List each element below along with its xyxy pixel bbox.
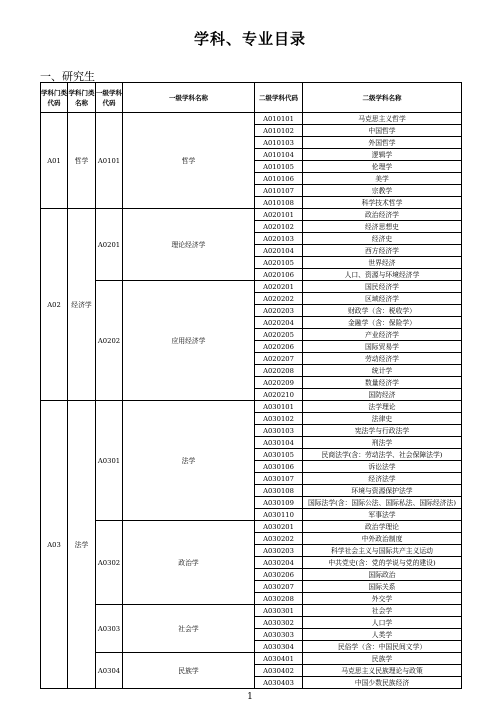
second-level-code-cell: A020105	[255, 257, 303, 269]
first-level-code-cell: A0304	[96, 653, 123, 689]
second-level-code-cell: A030207	[255, 581, 303, 593]
second-level-code-cell: A010101	[255, 113, 303, 125]
second-level-name-cell: 民商法学(含：劳动法学、社会保障法学)	[303, 449, 462, 461]
table-header-row	[41, 83, 462, 113]
second-level-name-cell: 科学社会主义与国际共产主义运动	[303, 545, 462, 557]
second-level-code-cell: A020101	[255, 209, 303, 221]
second-level-name-cell: 经济思想史	[303, 221, 462, 233]
second-level-code-cell: A030103	[255, 425, 303, 437]
header-first-name: 一级学科名称	[123, 83, 255, 113]
second-level-code-cell: A020104	[255, 245, 303, 257]
second-level-name-cell: 诉讼法学	[303, 461, 462, 473]
second-level-name-cell: 中国少数民族经济	[303, 677, 462, 689]
second-level-code-cell: A030102	[255, 413, 303, 425]
second-level-code-cell: A020205	[255, 329, 303, 341]
second-level-code-cell: A030206	[255, 569, 303, 581]
second-level-name-cell: 中国哲学	[303, 125, 462, 137]
second-level-code-cell: A030302	[255, 617, 303, 629]
second-level-name-cell: 人类学	[303, 629, 462, 641]
second-level-code-cell: A030403	[255, 677, 303, 689]
first-level-name-cell: 哲学	[123, 113, 255, 209]
category-code-cell: A01	[41, 113, 68, 209]
first-level-name-cell: 法学	[123, 401, 255, 521]
second-level-code-cell: A030301	[255, 605, 303, 617]
table-row	[41, 521, 462, 533]
second-level-name-cell: 世界经济	[303, 257, 462, 269]
second-level-name-cell: 中共党史(含：党的学说与党的建设)	[303, 557, 462, 569]
header-second-code: 二级学科代码	[255, 83, 303, 113]
second-level-name-cell: 人口学	[303, 617, 462, 629]
second-level-name-cell: 人口、资源与环境经济学	[303, 269, 462, 281]
second-level-code-cell: A030108	[255, 485, 303, 497]
second-level-code-cell: A020206	[255, 341, 303, 353]
second-level-code-cell: A030208	[255, 593, 303, 605]
second-level-name-cell: 外国哲学	[303, 137, 462, 149]
second-level-name-cell: 美学	[303, 173, 462, 185]
second-level-name-cell: 民族学	[303, 653, 462, 665]
second-level-code-cell: A010107	[255, 185, 303, 197]
second-level-code-cell: A030105	[255, 449, 303, 461]
second-level-name-cell: 宗教学	[303, 185, 462, 197]
second-level-code-cell: A020102	[255, 221, 303, 233]
second-level-name-cell: 国际政治	[303, 569, 462, 581]
second-level-code-cell: A020103	[255, 233, 303, 245]
second-level-code-cell: A030104	[255, 437, 303, 449]
first-level-name-cell: 民族学	[123, 653, 255, 689]
second-level-code-cell: A030202	[255, 533, 303, 545]
first-level-code-cell: A0301	[96, 401, 123, 521]
first-level-code-cell: A0303	[96, 605, 123, 653]
second-level-name-cell: 社会学	[303, 605, 462, 617]
second-level-code-cell: A010106	[255, 173, 303, 185]
second-level-name-cell: 逻辑学	[303, 149, 462, 161]
second-level-name-cell: 军事法学	[303, 509, 462, 521]
second-level-name-cell: 产业经济学	[303, 329, 462, 341]
table-row	[41, 401, 462, 413]
first-level-name-cell: 政治学	[123, 521, 255, 605]
second-level-name-cell: 金融学（含：保险学）	[303, 317, 462, 329]
second-level-name-cell: 国际关系	[303, 581, 462, 593]
second-level-code-cell: A030204	[255, 557, 303, 569]
category-code-cell: A02	[41, 209, 68, 401]
first-level-name-cell: 理论经济学	[123, 209, 255, 281]
second-level-code-cell: A010103	[255, 137, 303, 149]
second-level-name-cell: 法学理论	[303, 401, 462, 413]
second-level-name-cell: 民俗学（含：中国民间文学）	[303, 641, 462, 653]
second-level-name-cell: 国防经济	[303, 389, 462, 401]
second-level-name-cell: 经济法学	[303, 473, 462, 485]
second-level-code-cell: A020201	[255, 281, 303, 293]
first-level-code-cell: A0302	[96, 521, 123, 605]
second-level-name-cell: 经济史	[303, 233, 462, 245]
second-level-name-cell: 数量经济学	[303, 377, 462, 389]
header-second-name: 二级学科名称	[303, 83, 462, 113]
second-level-name-cell: 统计学	[303, 365, 462, 377]
page-title: 学科、专业目录	[193, 30, 306, 48]
header-first-code: 一级学科代码	[96, 83, 123, 113]
table-row	[41, 209, 462, 221]
second-level-code-cell: A030201	[255, 521, 303, 533]
second-level-name-cell: 政治学理论	[303, 521, 462, 533]
second-level-name-cell: 中外政治制度	[303, 533, 462, 545]
second-level-name-cell: 西方经济学	[303, 245, 462, 257]
catalog-table	[40, 82, 462, 689]
first-level-name-cell: 社会学	[123, 605, 255, 653]
second-level-code-cell: A010104	[255, 149, 303, 161]
second-level-code-cell: A010108	[255, 197, 303, 209]
catalog-body	[41, 113, 462, 689]
second-level-name-cell: 国际贸易学	[303, 341, 462, 353]
second-level-code-cell: A030402	[255, 665, 303, 677]
second-level-code-cell: A030101	[255, 401, 303, 413]
second-level-name-cell: 劳动经济学	[303, 353, 462, 365]
second-level-name-cell: 环境与资源保护法学	[303, 485, 462, 497]
second-level-name-cell: 外交学	[303, 593, 462, 605]
page-number: 1	[247, 692, 253, 702]
first-level-code-cell: A0201	[96, 209, 123, 281]
second-level-name-cell: 马克思主义哲学	[303, 113, 462, 125]
category-name-cell: 法学	[68, 401, 96, 689]
second-level-code-cell: A020203	[255, 305, 303, 317]
second-level-code-cell: A020106	[255, 269, 303, 281]
category-name-cell: 经济学	[68, 209, 96, 401]
second-level-code-cell: A030110	[255, 509, 303, 521]
second-level-code-cell: A030303	[255, 629, 303, 641]
second-level-code-cell: A030304	[255, 641, 303, 653]
second-level-name-cell: 法律史	[303, 413, 462, 425]
second-level-code-cell: A020208	[255, 365, 303, 377]
section-heading: 一、研究生	[40, 70, 95, 83]
second-level-name-cell: 国际法学(含：国际公法、国际私法、国际经济法)	[303, 497, 462, 509]
second-level-code-cell: A030401	[255, 653, 303, 665]
second-level-code-cell: A030107	[255, 473, 303, 485]
category-code-cell: A03	[41, 401, 68, 689]
second-level-code-cell: A030106	[255, 461, 303, 473]
second-level-code-cell: A020210	[255, 389, 303, 401]
second-level-name-cell: 科学技术哲学	[303, 197, 462, 209]
first-level-name-cell: 应用经济学	[123, 281, 255, 401]
second-level-name-cell: 宪法学与行政法学	[303, 425, 462, 437]
category-name-cell: 哲学	[68, 113, 96, 209]
second-level-code-cell: A020204	[255, 317, 303, 329]
table-row	[41, 281, 462, 293]
second-level-name-cell: 政治经济学	[303, 209, 462, 221]
first-level-code-cell: A0101	[96, 113, 123, 209]
table-row	[41, 653, 462, 665]
second-level-code-cell: A010105	[255, 161, 303, 173]
header-category-name: 学科门类名称	[68, 83, 96, 113]
second-level-code-cell: A030203	[255, 545, 303, 557]
second-level-code-cell: A010102	[255, 125, 303, 137]
second-level-name-cell: 刑法学	[303, 437, 462, 449]
table-row	[41, 113, 462, 125]
second-level-code-cell: A020209	[255, 377, 303, 389]
second-level-name-cell: 区域经济学	[303, 293, 462, 305]
second-level-code-cell: A020202	[255, 293, 303, 305]
second-level-code-cell: A020207	[255, 353, 303, 365]
second-level-code-cell: A030109	[255, 497, 303, 509]
second-level-name-cell: 马克思主义民族理论与政策	[303, 665, 462, 677]
header-category-code: 学科门类代码	[41, 83, 68, 113]
second-level-name-cell: 财政学（含：税收学）	[303, 305, 462, 317]
table-row	[41, 605, 462, 617]
first-level-code-cell: A0202	[96, 281, 123, 401]
second-level-name-cell: 伦理学	[303, 161, 462, 173]
second-level-name-cell: 国民经济学	[303, 281, 462, 293]
